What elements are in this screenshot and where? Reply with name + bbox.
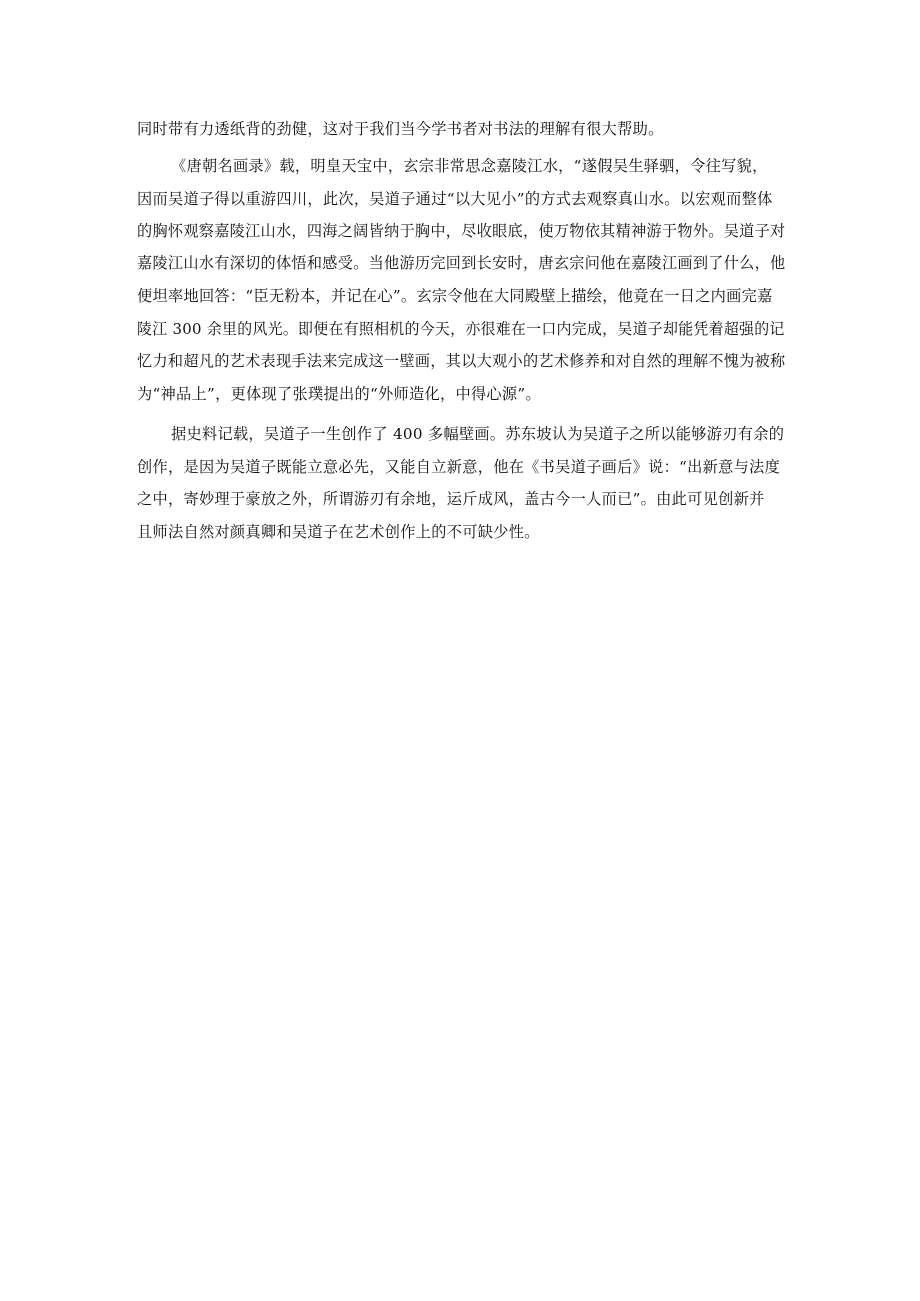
text-line: 便坦率地回答：“臣无粉本，并记在心”。玄宗令他在大同殿壁上描绘，他竟在一日之内画完嘉 bbox=[137, 287, 773, 305]
text-line: 之中，寄妙理于豪放之外，所谓游刃有余地，运斤成风，盖古今一人而已”。由此可见创新并 bbox=[137, 490, 765, 508]
text-line: 同时带有力透纸背的劲健，这对于我们当今学书者对书法的理解有很大帮助。 bbox=[137, 120, 664, 138]
text-line: 且师法自然对颜真卿和吴道子在艺术创作上的不可缺少性。 bbox=[137, 523, 540, 541]
text-line: 嘉陵江山水有深切的体悟和感受。当他游历完回到长安时，唐玄宗问他在嘉陵江画到了什么，他 bbox=[137, 254, 786, 272]
text-line: 陵江 300 余里的风光。即便在有照相机的今天，亦很难在一口内完成，吴道子却能凭着超强的记 bbox=[137, 320, 785, 338]
text-line: 据史料记载，吴道子一生创作了 400 多幅壁画。苏东坡认为吴道子之所以能够游刃有余的 bbox=[171, 425, 785, 443]
text-line: 忆力和超凡的艺术表现手法来完成这一壁画，其以大观小的艺术修养和对自然的理解不愧为被称 bbox=[137, 352, 786, 370]
text-line: 因而吴道子得以重游四川，此次，吴道子通过“以大见小”的方式去观察真山水。以宏观而整体 bbox=[137, 190, 773, 208]
text-line: 《唐朝名画录》载，明皇天宝中，玄宗非常思念嘉陵江水，“遂假吴生驿驷，令往写貌， bbox=[171, 157, 768, 175]
text-line: 的胸怀观察嘉陵江山水，四海之阔皆纳于胸中，尽收眼底，使万物依其精神游于物外。吴道子对 bbox=[137, 222, 786, 240]
text-line: 为“神品上”，更体现了张璞提出的“外师造化，中得心源”。 bbox=[137, 385, 541, 403]
text-line: 创作，是因为吴道子既能立意必先，又能自立新意，他在《书吴道子画后》说：“出新意与法度 bbox=[137, 458, 781, 476]
